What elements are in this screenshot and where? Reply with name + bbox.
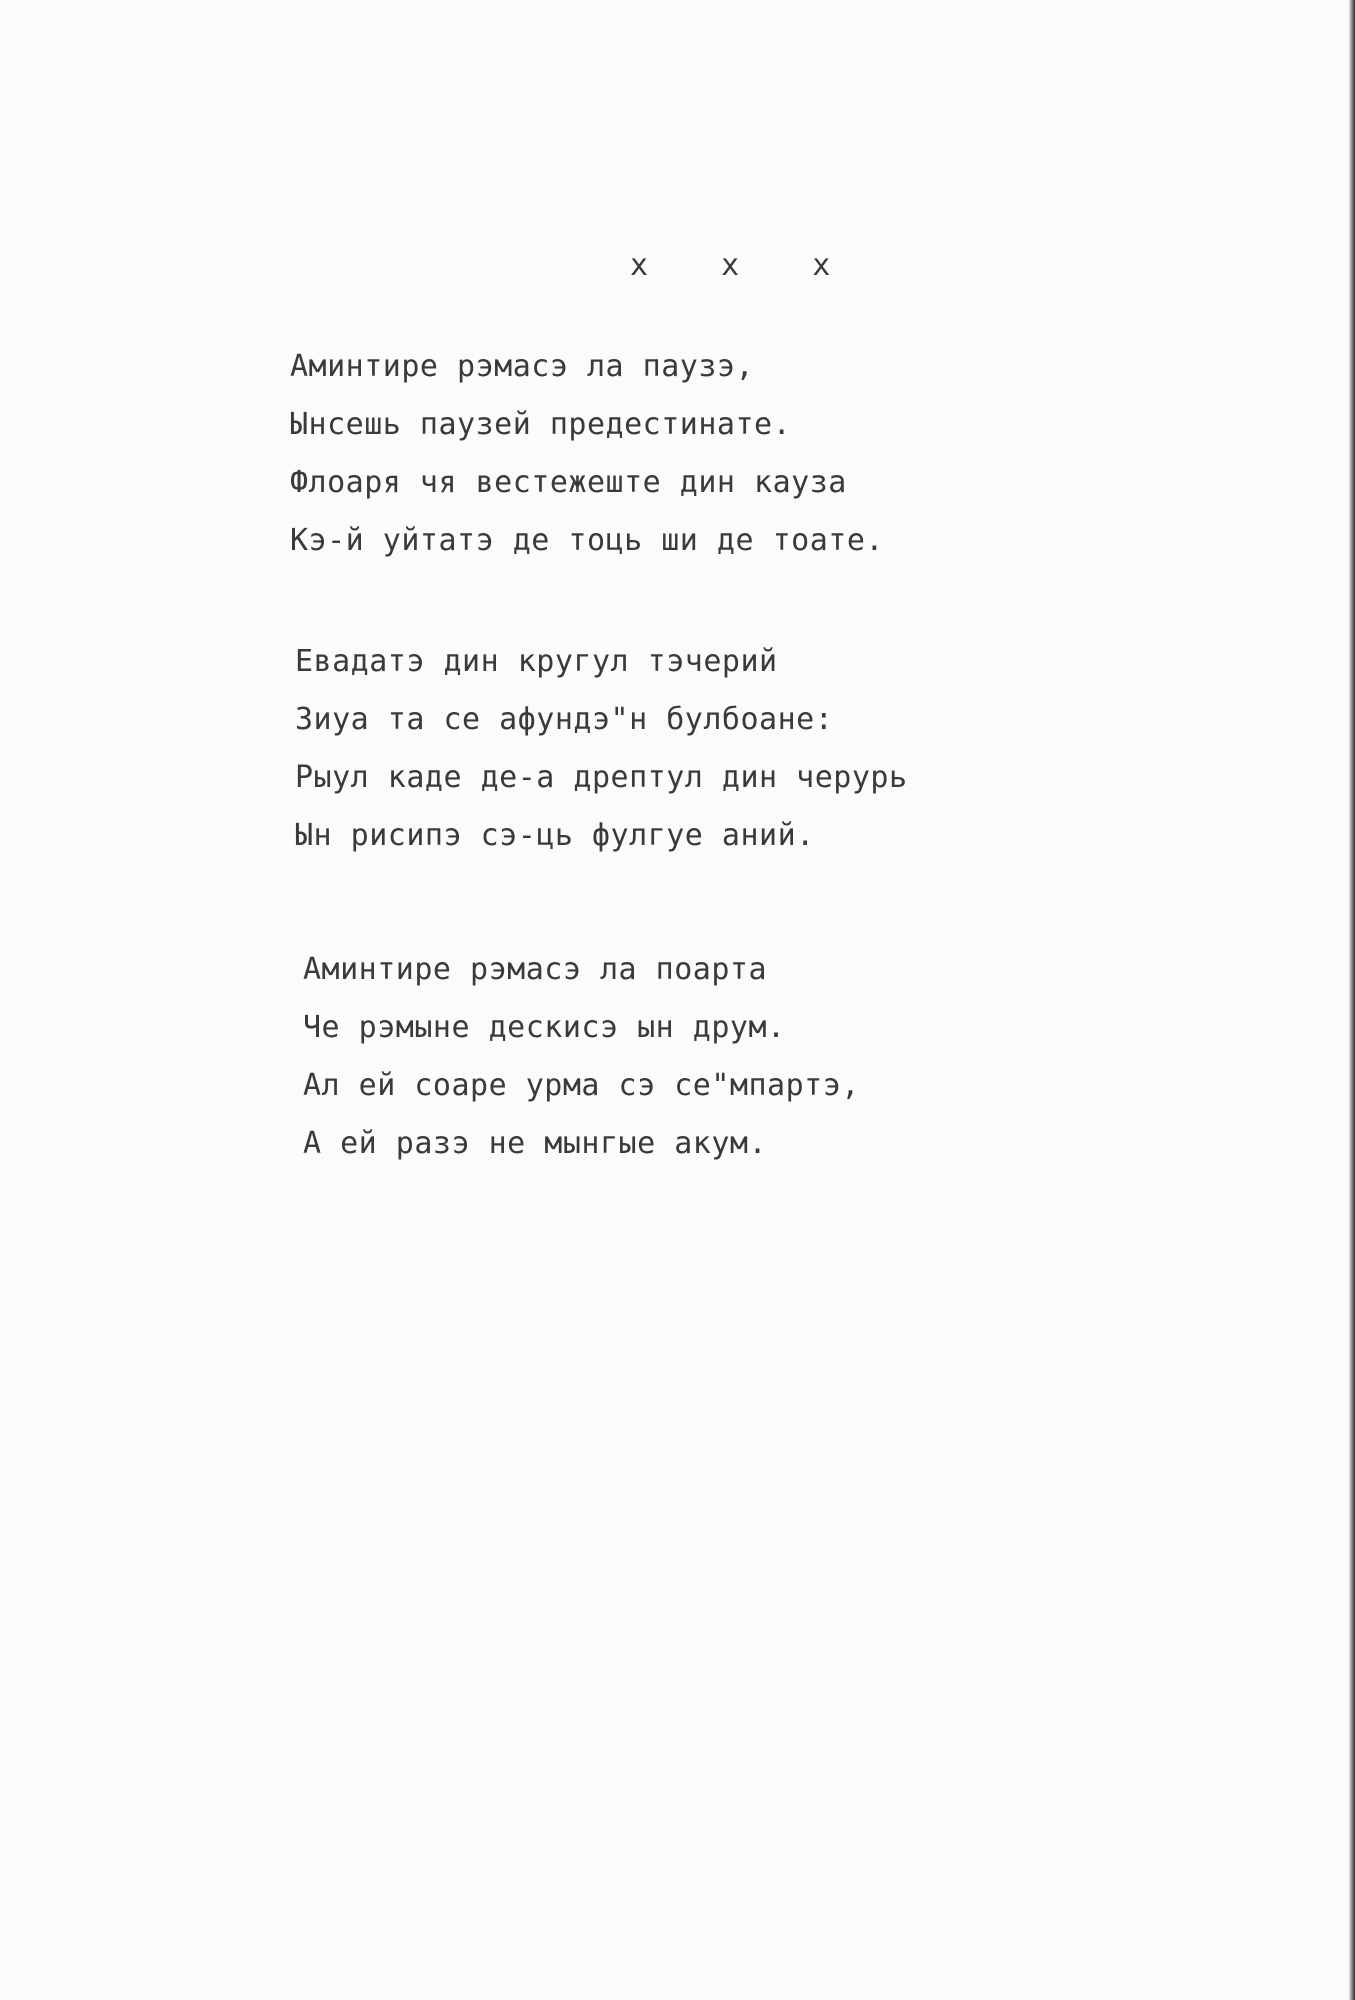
stanza-line: Флоаря чя вестежеште дин кауза bbox=[290, 465, 847, 500]
stanza-line: Зиуа та се афундэ"н булбоане: bbox=[295, 702, 834, 737]
stanza-line: Евадатэ дин кругул тэчерий bbox=[295, 644, 778, 679]
stanza-line: Кэ-й уйтатэ де тоць ши де тоате. bbox=[290, 523, 884, 558]
page-edge-shadow bbox=[1349, 0, 1355, 2000]
stanza-3 bbox=[303, 948, 860, 1180]
stanza-line: Рыул каде де-а дрептул дин черурь bbox=[295, 760, 908, 795]
stanza-line: Че рэмыне дескисэ ын друм. bbox=[303, 1010, 786, 1045]
stanza-2 bbox=[295, 640, 908, 872]
stanza-line: Аминтире рэмасэ ла паузэ, bbox=[290, 349, 755, 384]
stanza-line: Ал ей соаре урма сэ се"мпартэ, bbox=[303, 1068, 860, 1103]
stanza-1 bbox=[290, 345, 884, 577]
stanza-line: Ын рисипэ сэ-ць фулгуе аний. bbox=[295, 818, 815, 853]
stanza-line: Ынсешь паузей предестинате. bbox=[290, 407, 792, 442]
section-separator: x x x bbox=[630, 248, 831, 283]
stanza-line: А ей разэ не мынгые акум. bbox=[303, 1126, 768, 1161]
stanza-line: Аминтире рэмасэ ла поарта bbox=[303, 952, 768, 987]
